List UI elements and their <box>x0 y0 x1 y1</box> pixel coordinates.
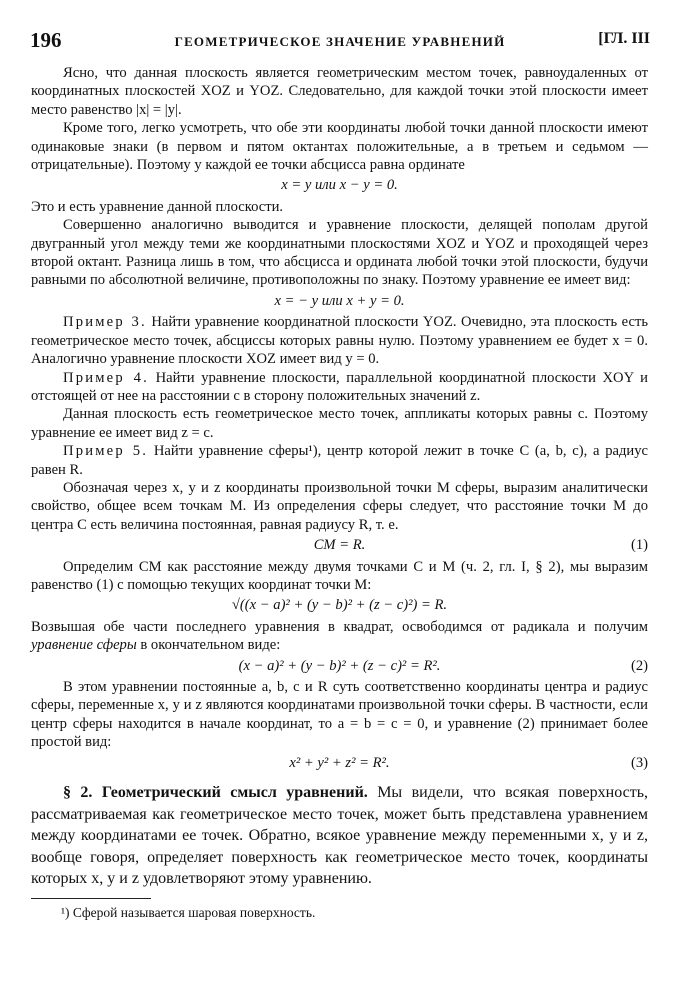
paragraph: Обозначая через x, y и z координаты произвольной точки M сферы, выразим аналитически свойство, общее всем точкам M. Из определения сферы следует, что расстояние точки M до центра C есть величина постоянная, равная радиусу R, т. е. <box>31 479 648 533</box>
running-header <box>30 28 650 54</box>
equation-number: (2) <box>630 657 648 674</box>
formula-2: (x − a)² + (y − b)² + (z − c)² = R². (2) <box>238 657 648 674</box>
page-number: 196 <box>30 28 62 52</box>
running-title: ГЕОМЕТРИЧЕСКОЕ ЗНАЧЕНИЕ УРАВНЕНИЙ <box>174 34 506 49</box>
chapter-marker: [ГЛ. III <box>598 30 650 47</box>
term-sphere-equation: уравнение сферы <box>31 637 137 654</box>
paragraph: Определим CM как расстояние между двумя точками C и M (ч. 2, гл. I, § 2), мы выразим равенство (1) с помощью текущих координат точки M: <box>31 558 648 593</box>
page-body <box>31 64 648 922</box>
formula: x = − y или x + y = 0. <box>274 292 405 309</box>
paragraph: В этом уравнении постоянные a, b, c и R суть соответственно координаты центра и радиус сферы, переменные x, y и z являются координатами произвольной точки сферы. В частности, если центр сферы находится в начале координат, то a = b = c = 0, и уравнение (2) принимает более простой вид: <box>31 679 648 751</box>
formula-3: x² + y² + z² = R². (3) <box>289 754 648 771</box>
formula-radical: √((x − a)² + (y − b)² + (z − c)²) = R. <box>231 597 448 614</box>
example-5: Пример 5. Найти уравнение сферы¹), центр которой лежит в точке C (a, b, c), а радиус равен R. <box>31 443 648 478</box>
formula-1: CM = R. (1) <box>313 537 648 554</box>
example-label: Пример 5. <box>63 443 149 460</box>
paragraph: Ясно, что данная плоскость является геометрическим местом точек, равноудаленных от координатных плоскостей XOZ и YOZ. Следовательно, для каждой точки этой плоскости имеет место равенство |x| = |y|. <box>31 65 648 118</box>
paragraph: Это и есть уравнение данной плоскости. <box>31 198 284 215</box>
example-label: Пример 4. <box>63 369 149 386</box>
example-label: Пример 3. <box>63 314 147 331</box>
example-3: Пример 3. Найти уравнение координатной плоскости YOZ. Очевидно, эта плоскость есть геометрическое место точек, абсциссы которых равны нулю. Поэтому уравнением ее будет x = 0. Аналогично уравнение плоскости XOZ имеет вид y = 0. <box>31 314 648 368</box>
example-4: Пример 4. Найти уравнение плоскости, параллельной координатной плоскости XOY и отстоящей от нее на расстоянии c в сторону положительных значений z. <box>31 369 648 404</box>
footnote: ¹) Сферой называется шаровая поверхность. <box>61 904 316 920</box>
section-title: § 2. Геометрический смысл уравнений. <box>63 784 368 802</box>
section-2: § 2. Геометрический смысл уравнений. Мы видели, что всякая поверхность, рассматриваемая как геометрическое место точек, может быть представлена уравнением между координатами ее точек. Обратно, всякое уравнение между переменными x, y и z, вообще говоря, определяет поверхность как геометрическое место точек, координаты которых x, y и z удовлетворяют этому уравнению. <box>31 784 648 888</box>
equation-number: (3) <box>630 754 648 771</box>
paragraph: Возвышая обе части последнего уравнения в квадрат, освободимся от радикала и получим уравнение сферы в окончательном виде: <box>31 618 648 654</box>
paragraph: Совершенно аналогично выводится и уравнение плоскости, делящей пополам другой двугранный угол между теми же координатными плоскостями XOZ и YOZ и проходящей через второй октант. Разница лишь в том, что абсцисса и ордината любой точки этой плоскости, будучи равными по абсолютной величине, противоположны по знаку. Поэтому уравнение ее имеет вид: <box>31 217 648 289</box>
formula: x = y или x − y = 0. <box>281 177 398 194</box>
equation-number: (1) <box>630 537 648 554</box>
footnote-rule <box>31 898 151 899</box>
paragraph: Кроме того, легко усмотреть, что обе эти координаты любой точки данной плоскости имеют одинаковые знаки (в первом и пятом октантах положительные, а в третьем и седьмом — отрицательные). Поэтому у каждой ее точки абсцисса равна ординате <box>31 120 648 174</box>
paragraph: Данная плоскость есть геометрическое место точек, аппликаты которых равны c. Поэтому уравнение ее имеет вид z = c. <box>31 406 648 441</box>
